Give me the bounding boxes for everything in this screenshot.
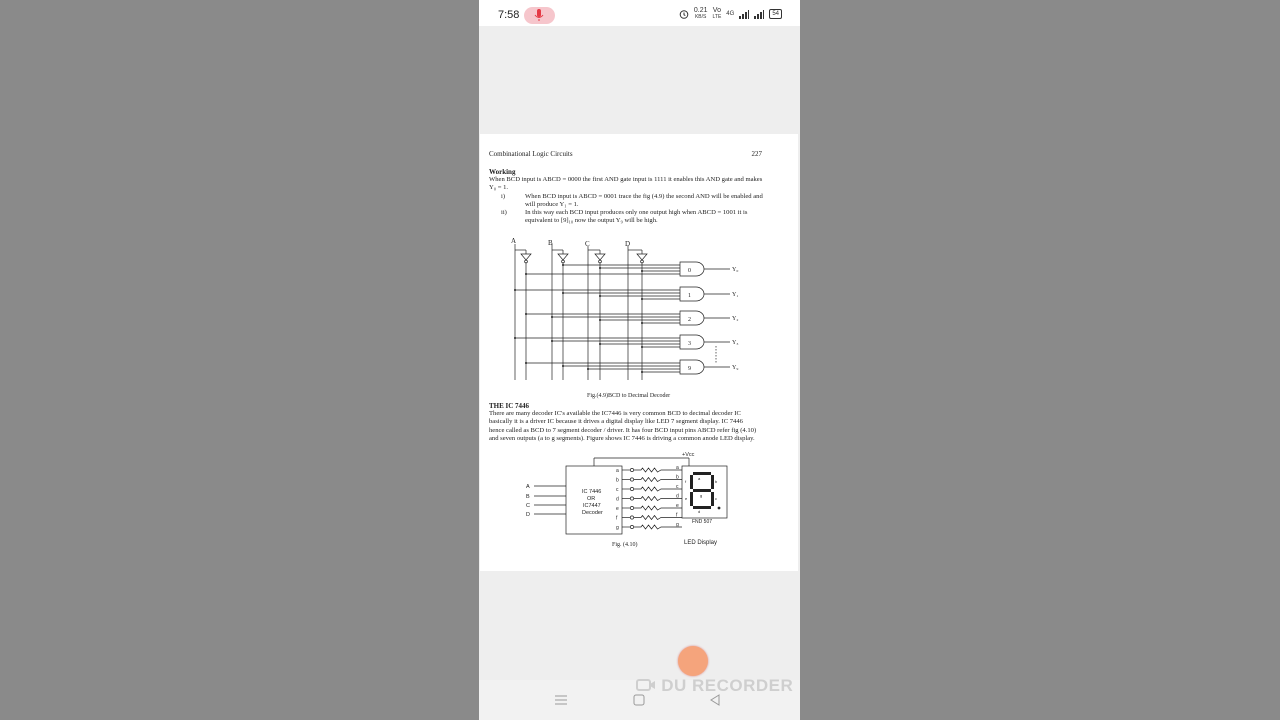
pin-label-out: c xyxy=(676,484,679,490)
segment-label: a xyxy=(698,476,701,481)
pin-node xyxy=(630,468,633,471)
resistor xyxy=(634,468,682,472)
pin-node xyxy=(630,478,633,481)
pin-label-out: a xyxy=(676,465,679,471)
page-number: 227 xyxy=(751,150,762,158)
input-label: D xyxy=(625,240,631,248)
working-section xyxy=(489,168,764,225)
volte-top: Vo xyxy=(712,7,721,14)
ic7446-diagram xyxy=(524,452,744,550)
net-speed xyxy=(694,8,708,20)
resistor xyxy=(634,487,682,491)
pin-label: b xyxy=(616,477,619,484)
record-button[interactable] xyxy=(678,646,708,676)
pin-node xyxy=(630,506,633,509)
working-intro: When BCD input is ABCD = 0000 the first AND gate input is 1111 it enables this AND gate and makes Y₀ = 1. xyxy=(489,176,763,192)
clock: 7:58 xyxy=(498,9,520,21)
output-label: Y₂ xyxy=(732,316,739,322)
segment-label: b xyxy=(715,479,718,484)
gate-label: 2 xyxy=(688,317,691,323)
pin-label-out: f xyxy=(676,512,678,519)
segment-label: d xyxy=(698,509,701,514)
segment-glyph xyxy=(690,472,720,509)
input-label: A xyxy=(511,238,517,245)
working-heading: Working xyxy=(489,168,516,176)
segment-label: f xyxy=(685,479,687,484)
vcc-label: +Vcc xyxy=(682,452,695,458)
fig2-caption: Fig. (4.10) xyxy=(612,542,638,548)
input-label: B xyxy=(548,239,553,247)
pin-node xyxy=(630,487,633,490)
resistor xyxy=(634,516,682,520)
phone-screen xyxy=(479,0,800,720)
net-speed-value: 0.21 xyxy=(693,7,708,14)
gate-label: 3 xyxy=(688,341,691,347)
gate-label: 1 xyxy=(688,293,691,299)
recorder-watermark xyxy=(636,676,793,696)
gate-label: 9 xyxy=(688,366,691,372)
output-label: Y₃ xyxy=(732,340,739,346)
ic-input-label: B xyxy=(526,494,530,500)
resistor xyxy=(634,506,682,510)
fig1-caption: Fig.(4.9)BCD to Decimal Decoder xyxy=(587,393,671,399)
watermark-text: DU RECORDER xyxy=(661,676,794,695)
status-icons xyxy=(679,8,782,20)
pin-label: a xyxy=(616,468,619,474)
pin-label: f xyxy=(616,515,618,522)
item-text: In this way each BCD input produces only one output high when ABCD = 1001 it is equivalent to [9]₁₀ now the output Y₉ will be high. xyxy=(525,209,748,225)
output-label: Y₀ xyxy=(732,267,739,273)
resistor xyxy=(634,478,682,482)
resistor xyxy=(634,497,682,501)
input-label: C xyxy=(585,240,590,248)
ic-text: IC 7446 xyxy=(582,489,602,495)
status-bar xyxy=(479,0,800,26)
ic-text: IC7447 xyxy=(583,503,601,509)
signal-icon-2 xyxy=(754,10,764,19)
ic-input-label: C xyxy=(526,503,530,509)
item-text: When BCD input is ABCD = 0001 trace the fig (4.9) the second AND will be enabled and will produce Y₁ = 1. xyxy=(525,192,763,208)
microphone-icon xyxy=(534,9,544,22)
signal-icon xyxy=(739,10,749,19)
ic-section xyxy=(489,402,759,443)
pin-label: c xyxy=(616,487,619,493)
pin-node xyxy=(630,516,633,519)
ic-text: OR xyxy=(587,496,596,502)
battery-icon: 54 xyxy=(769,9,782,19)
pin-label-out: d xyxy=(676,493,679,500)
gate-label: 0 xyxy=(688,268,691,274)
document-page xyxy=(480,134,798,571)
pin-label: g xyxy=(616,525,619,531)
pin-label-out: g xyxy=(676,522,679,528)
display-model: FND 507 xyxy=(692,519,713,525)
item-number: ii) xyxy=(501,209,507,217)
pin-label-out: b xyxy=(676,474,679,481)
pin-label: d xyxy=(616,496,619,503)
ic-heading: THE IC 7446 xyxy=(489,402,530,410)
list-item xyxy=(489,209,764,225)
ic-input-label: A xyxy=(526,484,530,490)
segment-label: c xyxy=(715,496,717,501)
pin-label: e xyxy=(616,506,619,512)
page-header: Combinational Logic Circuits xyxy=(489,150,573,158)
bcd-decoder-diagram xyxy=(500,238,770,386)
ic-paragraph: There are many decoder IC's available the IC7446 is very common BCD to decimal decoder IC basically it is a driver IC because it drives a digital display like LED 7 segment display. IC 7446 hence called as BCD to 7 segment decoder / driver. It has four BCD input pins ABCD refer fig (4.10) and seven outputs (a to g segments). Figure shows IC 7446 is driving a common anode LED display. xyxy=(489,410,757,442)
ic-text: Decoder xyxy=(582,510,603,516)
camera-icon xyxy=(636,678,656,692)
volte-badge xyxy=(712,8,721,20)
segment-label: g xyxy=(700,493,703,498)
network-type: 4G xyxy=(726,11,735,17)
volte-bottom: LTE xyxy=(712,14,722,20)
item-number: i) xyxy=(501,192,506,200)
alarm-icon xyxy=(679,9,689,19)
net-speed-unit: KB/S xyxy=(694,14,707,20)
pin-node xyxy=(630,497,633,500)
display-label: LED Display xyxy=(684,540,718,546)
pin-label-out: e xyxy=(676,503,679,509)
output-label: Y₉ xyxy=(732,365,739,371)
ic-input-label: D xyxy=(526,512,530,518)
output-label: Y₁ xyxy=(732,292,739,298)
segment-label: e xyxy=(685,496,688,501)
pin-node xyxy=(630,525,633,528)
mic-indicator[interactable] xyxy=(524,7,555,24)
list-item xyxy=(489,193,764,209)
resistor xyxy=(634,525,682,529)
menu-icon[interactable] xyxy=(555,695,567,705)
